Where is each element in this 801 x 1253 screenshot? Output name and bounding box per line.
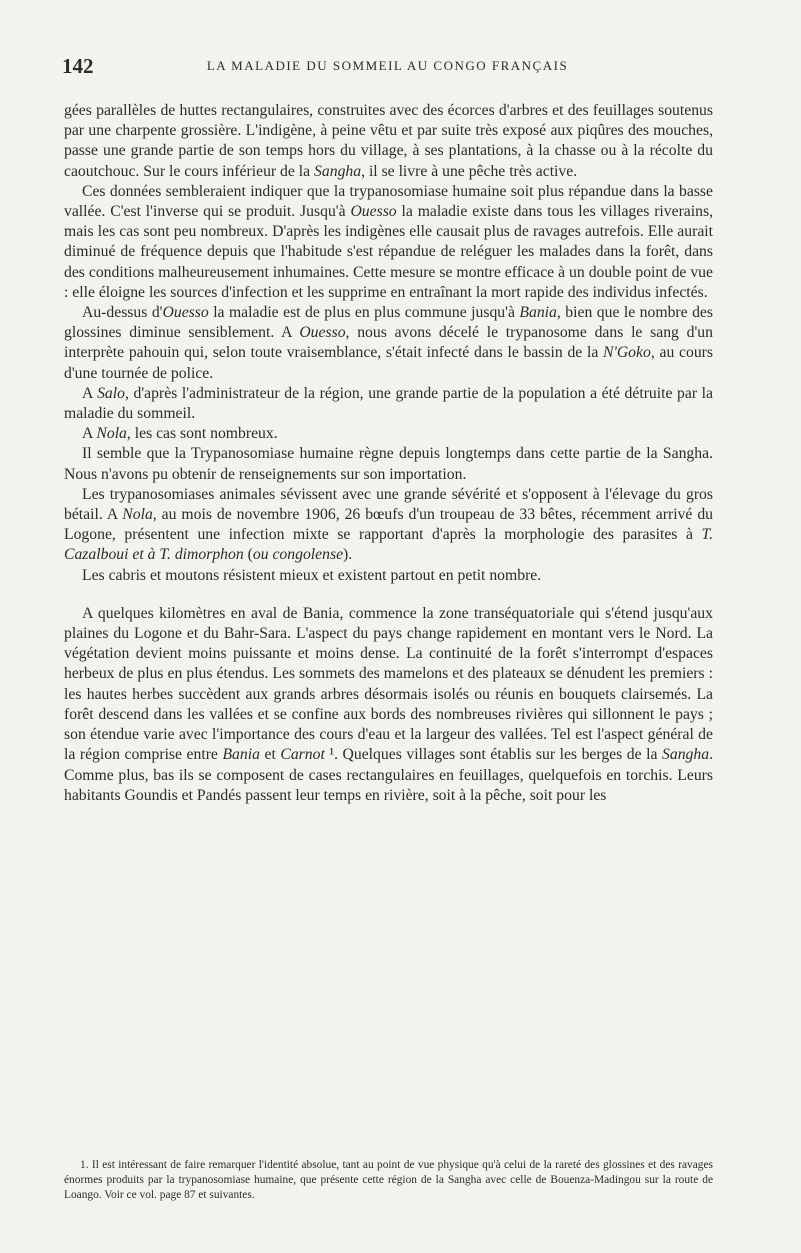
paragraph bbox=[64, 424, 713, 444]
italic-term: Bania bbox=[222, 746, 260, 764]
paragraph bbox=[64, 604, 713, 806]
italic-term: Nola bbox=[122, 506, 153, 524]
text-run: Il semble que la Trypanosomiase humaine règne depuis longtemps dans cette partie de la Sangha. Nous n'avons pu obtenir de renseignements sur son importation. bbox=[64, 445, 713, 483]
text-run: , il se livre à une pêche très active. bbox=[361, 162, 578, 180]
paragraph bbox=[64, 444, 713, 484]
running-title: LA MALADIE DU SOMMEIL AU CONGO FRANÇAIS bbox=[206, 58, 569, 73]
italic-term: Ouesso bbox=[299, 324, 346, 342]
text-run: A bbox=[82, 384, 98, 402]
text-run: Au-dessus d' bbox=[82, 304, 163, 322]
text-run: A bbox=[82, 425, 97, 443]
text-run: , au cours d'une tournée de police. bbox=[64, 344, 713, 382]
text-run: et bbox=[259, 746, 281, 764]
paragraph bbox=[64, 101, 713, 182]
italic-term: N'Goko bbox=[603, 344, 651, 362]
italic-term: T. Cazalboui et à T. dimorphon bbox=[64, 526, 713, 564]
text-run: Ces données sembleraient indiquer que la trypanosomiase humaine soit plus répandue dans la basse vallée. C'est l'inverse qui se produit. Jusqu'à bbox=[64, 182, 713, 221]
italic-term: Ouesso bbox=[162, 304, 209, 322]
footnote: 1. Il est intéressant de faire remarquer l'identité absolue, tant au point de vue physique qu'à celui de la rareté des glossines et des ravages énormes produits par la trypanosomiase humaine, que présente cette région de la Sangha avec celle de Bouenza-Madingou sur la route de Loango. Voir ce vol. page 87 et suivantes. bbox=[64, 1159, 713, 1201]
text-run: ( bbox=[243, 546, 253, 564]
italic-term: Sangha bbox=[314, 162, 362, 180]
page-header bbox=[62, 54, 713, 78]
italic-term: ou congolense bbox=[252, 546, 344, 564]
italic-term: Ouesso bbox=[350, 203, 397, 221]
text-run: , bien que le nombre des glossines diminue sensiblement. A bbox=[64, 304, 713, 342]
text-run: gées parallèles de huttes rectangulaires, construites avec des écorces d'arbres et des feuillages soutenus par une charpente grossière. L'indigène, à peine vêtu et par suite très exposé aux piqûres des mouches, passe une grande partie de son temps hors du village, à ses plantations, à la chasse ou à la récolte du caoutchouc. Sur le cours inférieur de la bbox=[64, 102, 713, 180]
text-run: ). bbox=[343, 546, 353, 564]
body-text bbox=[64, 101, 713, 806]
italic-term: Nola bbox=[96, 425, 127, 443]
italic-term: Sangha bbox=[662, 746, 710, 764]
paragraph bbox=[64, 303, 713, 384]
text-run: , les cas sont nombreux. bbox=[126, 425, 278, 443]
italic-term: Bania bbox=[519, 304, 557, 322]
text-run: , au mois de novembre 1906, 26 bœufs d'un troupeau de 33 bêtes, récemment arrivé du Logone, présentent une infection mixte se rapportant d'après la morphologie des parasites à bbox=[64, 506, 714, 544]
text-run: la maladie existe dans tous les villages riverains, mais les cas sont peu nombreux. D'après les indigènes elle causait plus de ravages autrefois. Elle aurait diminué de fréquence depuis que l'habitude s'est répandue de reléguer les malades dans la forêt, dans des conditions malheureusement inhumaines. Cette mesure se montre efficace à un double point de vue : elle éloigne les sources d'infection et les supprime en entraînant la mort rapide des individus infectés. bbox=[64, 203, 713, 301]
text-run: , d'après l'administrateur de la région, une grande partie de la population a été détruite par la maladie du sommeil. bbox=[64, 384, 713, 423]
paragraph bbox=[64, 384, 713, 424]
text-run: ¹. Quelques villages sont établis sur les berges de la bbox=[324, 746, 663, 764]
paragraph bbox=[64, 566, 713, 586]
paragraph bbox=[64, 485, 713, 566]
text-run: Les cabris et moutons résistent mieux et existent partout en petit nombre. bbox=[82, 566, 542, 584]
page-number: 142 bbox=[62, 54, 94, 78]
text-run: . Comme plus, bas ils se composent de cases rectangulaires en feuillages, quelquefois en torchis. Leurs habitants Goundis et Pandés passent leur temps en rivière, soit à la pêche, soit pour les bbox=[64, 746, 713, 804]
italic-term: Salo bbox=[97, 384, 125, 402]
text-run: A quelques kilomètres en aval de Bania, commence la zone transéquatoriale qui s'étend jusqu'aux plaines du Logone et du Bahr-Sara. L'aspect du pays change rapidement en montant vers le Nord. La végétation devient moins puissante et moins dense. La continuité de la forêt s'interrompt d'espaces herbeux de plus en plus étendus. Les sommets des mamelons et des plateaux se dénudent les premiers : les hautes herbes succèdent aux grands arbres désormais isolés ou réunis en bouquets clairsemés. La forêt descend dans les vallées et se confine aux bords des nombreuses rivières qui sillonnent le pays ; son étendue varie avec l'importance des cours d'eau et la largeur des vallées. Tel est l'aspect général de la région comprise entre bbox=[64, 604, 713, 764]
text-run: la maladie est de plus en plus commune jusqu'à bbox=[208, 304, 520, 322]
paragraph bbox=[64, 182, 713, 303]
text-run: Les trypanosomiases animales sévissent avec une grande sévérité et s'opposent à l'élevage du gros bétail. A bbox=[64, 485, 713, 524]
italic-term: Carnot bbox=[280, 746, 325, 764]
text-run: , nous avons décelé le trypanosome dans le sang d'un interprète pahouin qui, selon toute vraisemblance, s'était infecté dans le bassin de la bbox=[64, 324, 713, 362]
